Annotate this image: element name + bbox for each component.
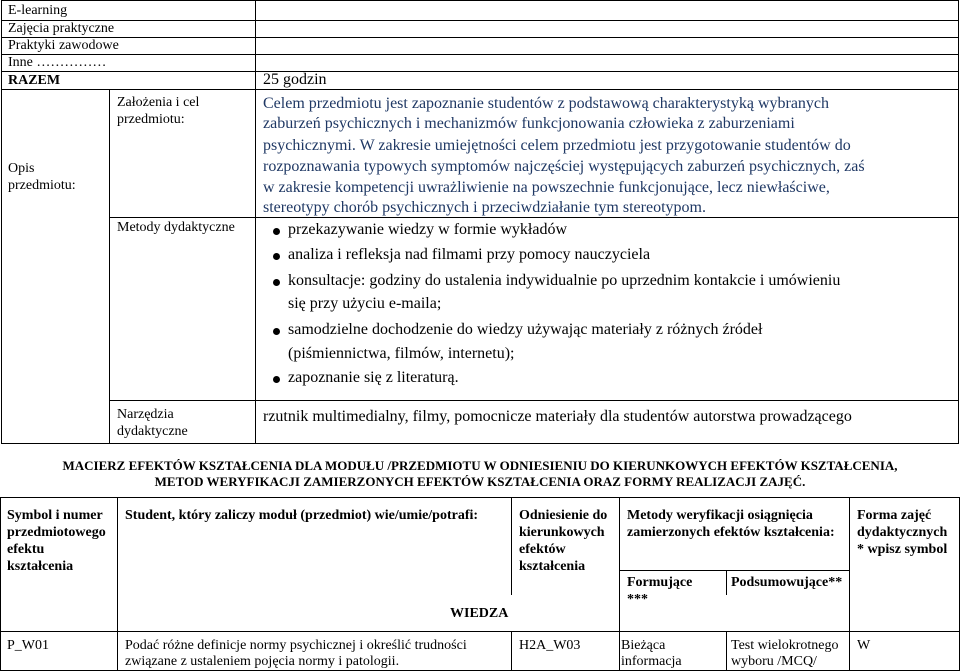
cell-forma: W [857,638,871,653]
header-formujace-line: *** [627,592,648,607]
cell-formujace-2: informacja [621,654,682,669]
header-formujace-line: Formujące [627,575,693,590]
zalozenia-line: stereotypy chorób psychicznych i przeciwdziałanie tym stereotypom. [263,199,706,216]
zalozenia-label-2: przedmiotu: [117,112,185,127]
header-symbol-line: efektu [7,542,45,557]
row-zajecia-praktyczne: Zajęcia praktyczne [8,21,115,36]
list-item: konsultacje: godziny do ustalenia indywidualnie po uprzednim kontakcie i umówieniu [288,272,841,289]
header-odniesienie-line: Odniesienie do [519,508,608,523]
bullet-icon [273,328,280,335]
header-forma-line: * wpisz symbol [857,542,948,557]
zalozenia-line: w zakresie kompetencji uwrażliwienie na powszechnie funkcjonujące, lecz niewłaściwe, [263,179,830,196]
header-forma-line: dydaktycznych [857,525,948,540]
zalozenia-line: psychicznymi. W zakresie umiejętności celem przedmiotu jest przygotowanie studentów do [263,137,851,154]
list-item: przekazywanie wiedzy w formie wykładów [288,221,567,238]
header-odniesienie-line: efektów [519,542,566,557]
row-praktyki-zawodowe: Praktyki zawodowe [8,38,119,53]
opis-label-2: przedmiotu: [8,178,76,193]
bullet-icon [273,279,280,286]
row-inne: Inne …………… [8,55,107,70]
macierz-title-2: METOD WERYFIKACJI ZAMIERZONYCH EFEKTÓW KSZTAŁCENIA ORAZ FORMY REALIZACJI ZAJĘĆ. [154,474,806,489]
cell-formujace: Bieżąca [621,638,666,653]
zalozenia-line: Celem przedmiotu jest zapoznanie studentów z podstawową charakterystyką wybranych [263,95,830,112]
header-symbol-line: Symbol i numer [7,508,103,523]
cell-student: Podać różne definicje normy psychicznej i określić trudności [125,638,467,653]
cell-podsumowujace: Test wielokrotnego [731,638,839,653]
razem-value: 25 godzin [263,71,327,88]
header-student: Student, który zaliczy moduł (przedmiot) wie/umie/potrafi: [125,508,479,523]
metody-label: Metody dydaktyczne [117,220,235,235]
bullet-icon [273,376,280,383]
cell-podsumowujace-2: wyboru /MCQ/ [731,654,817,669]
list-item-continuation: (piśmiennictwa, filmów, internetu); [288,345,515,362]
macierz-title: MACIERZ EFEKTÓW KSZTAŁCENIA DLA MODUŁU /PRZEDMIOTU W ODNIESIENIU DO KIERUNKOWYCH EFEKTÓW KSZTAŁCENIA, [62,458,898,473]
cell-student-2: związane z ustaleniem pojęcia normy i patologii. [125,654,400,669]
header-symbol-line: kształcenia [7,559,74,574]
list-item: samodzielne dochodzenie do wiedzy używając materiały z różnych źródeł [288,321,763,338]
header-podsumowujace: Podsumowujące** [731,575,843,590]
narzedzia-label-2: dydaktyczne [117,424,188,439]
header-metody-line: zamierzonych efektów kształcenia: [627,525,835,540]
bullet-icon [273,228,280,235]
header-symbol-line: przedmiotowego [7,525,106,540]
row-e-learning: E-learning [8,3,68,18]
bullet-icon [273,253,280,260]
list-item: analiza i refleksja nad filmami przy pomocy nauczyciela [288,246,651,263]
header-forma-line: Forma zajęć [857,508,932,523]
razem-label: RAZEM [8,73,61,88]
section-wiedza: WIEDZA [450,606,509,621]
list-item-continuation: się przy użyciu e-maila; [288,295,442,312]
narzedzia-label: Narzędzia [117,407,174,422]
zalozenia-line: rozpoznawania typowych symptomów najczęściej występujących zaburzeń psychicznych, zaś [263,158,865,175]
list-item: zapoznanie się z literaturą. [288,369,459,386]
opis-label: Opis [8,161,35,176]
header-odniesienie-line: kształcenia [519,559,586,574]
cell-symbol: P_W01 [7,638,49,653]
narzedzia-value: rzutnik multimedialny, filmy, pomocnicze materiały dla studentów autorstwa prowadzącego [263,408,852,425]
header-odniesienie-line: kierunkowych [519,525,605,540]
zalozenia-line: zaburzeń psychicznych i mechanizmów funkcjonowania człowieka z zaburzeniami [263,115,795,132]
zalozenia-label: Założenia i cel [117,95,200,110]
cell-odniesienie: H2A_W03 [519,638,581,653]
header-metody-line: Metody weryfikacji osiągnięcia [627,508,813,523]
